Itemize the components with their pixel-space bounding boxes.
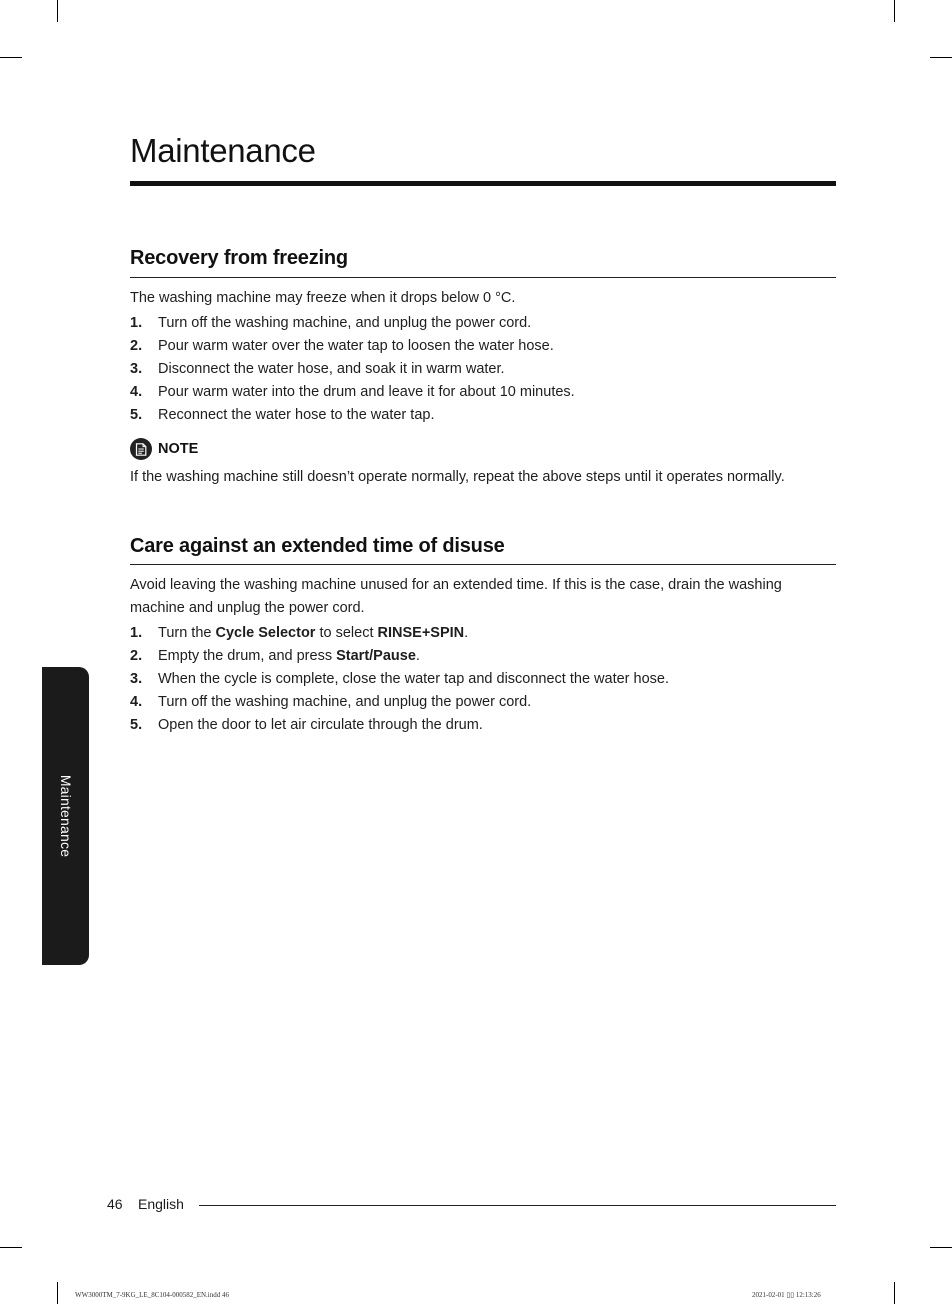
page-number: 46 [107,1196,123,1212]
step-text: Open the door to let air circulate through the drum. [158,717,483,733]
list-item [130,312,836,335]
step-number: 4. [130,384,143,400]
footer-language: English [138,1196,184,1212]
list-item [130,358,836,381]
step-number: 2. [130,648,143,664]
control-name-rinse-spin: RINSE+SPIN [377,625,465,641]
note-icon [130,438,152,460]
step-text: Turn the Cycle Selector to select RINSE+SPIN. [158,625,469,641]
crop-mark [930,1247,952,1248]
side-tab-label: Maintenance [57,774,74,858]
list-item [130,335,836,358]
section-heading-disuse: Care against an extended time of disuse [130,535,505,557]
list-item [130,404,836,427]
crop-mark [0,57,22,58]
step-number: 3. [130,671,143,687]
step-number: 5. [130,717,143,733]
list-item [130,381,836,404]
footer-rule [199,1205,836,1206]
section-heading-recovery: Recovery from freezing [130,247,348,269]
step-text: Empty the drum, and press Start/Pause. [158,648,420,664]
note-label: NOTE [158,441,199,457]
step-text: Turn off the washing machine, and unplug the power cord. [158,694,532,710]
list-item [130,622,836,645]
crop-mark [0,1247,22,1248]
crop-mark [894,1282,895,1304]
page-title: Maintenance [130,132,316,169]
step-number: 1. [130,315,143,331]
steps-list [130,312,836,427]
step-number: 3. [130,361,143,377]
print-slug-file: WW3000TM_7-9KG_LE_8C104-000582_EN.indd 46 [75,1291,229,1299]
section-rule [130,277,836,278]
section-intro: The washing machine may freeze when it drops below 0 °C. [130,290,516,306]
side-chapter-tab [42,667,89,965]
list-item [130,645,836,668]
list-item [130,691,836,714]
section-rule [130,564,836,565]
crop-mark [930,57,952,58]
step-text: Pour warm water into the drum and leave it for about 10 minutes. [158,384,575,400]
note-text: If the washing machine still doesn’t operate normally, repeat the above steps until it operates normally. [130,469,785,485]
section-intro: Avoid leaving the washing machine unused for an extended time. If this is the case, drain the washing machine and unplug the power cord. [130,577,782,616]
list-item [130,668,836,691]
step-text: Turn off the washing machine, and unplug the power cord. [158,315,532,331]
print-slug-date: 2021-02-01 ▯▯ 12:13:26 [752,1291,821,1299]
step-text: Pour warm water over the water tap to loosen the water hose. [158,338,554,354]
crop-mark [57,0,58,22]
crop-mark [57,1282,58,1304]
step-number: 2. [130,338,143,354]
step-text: Disconnect the water hose, and soak it in warm water. [158,361,505,377]
step-number: 1. [130,625,143,641]
step-number: 5. [130,407,143,423]
control-name-cycle-selector: Cycle Selector [215,625,316,641]
steps-list [130,622,836,737]
step-text: When the cycle is complete, close the water tap and disconnect the water hose. [158,671,669,687]
control-name-start-pause: Start/Pause [336,648,416,664]
crop-mark [894,0,895,22]
step-number: 4. [130,694,143,710]
note-header [130,437,198,461]
step-text: Reconnect the water hose to the water tap. [158,407,435,423]
title-rule [130,181,836,186]
list-item [130,714,836,737]
